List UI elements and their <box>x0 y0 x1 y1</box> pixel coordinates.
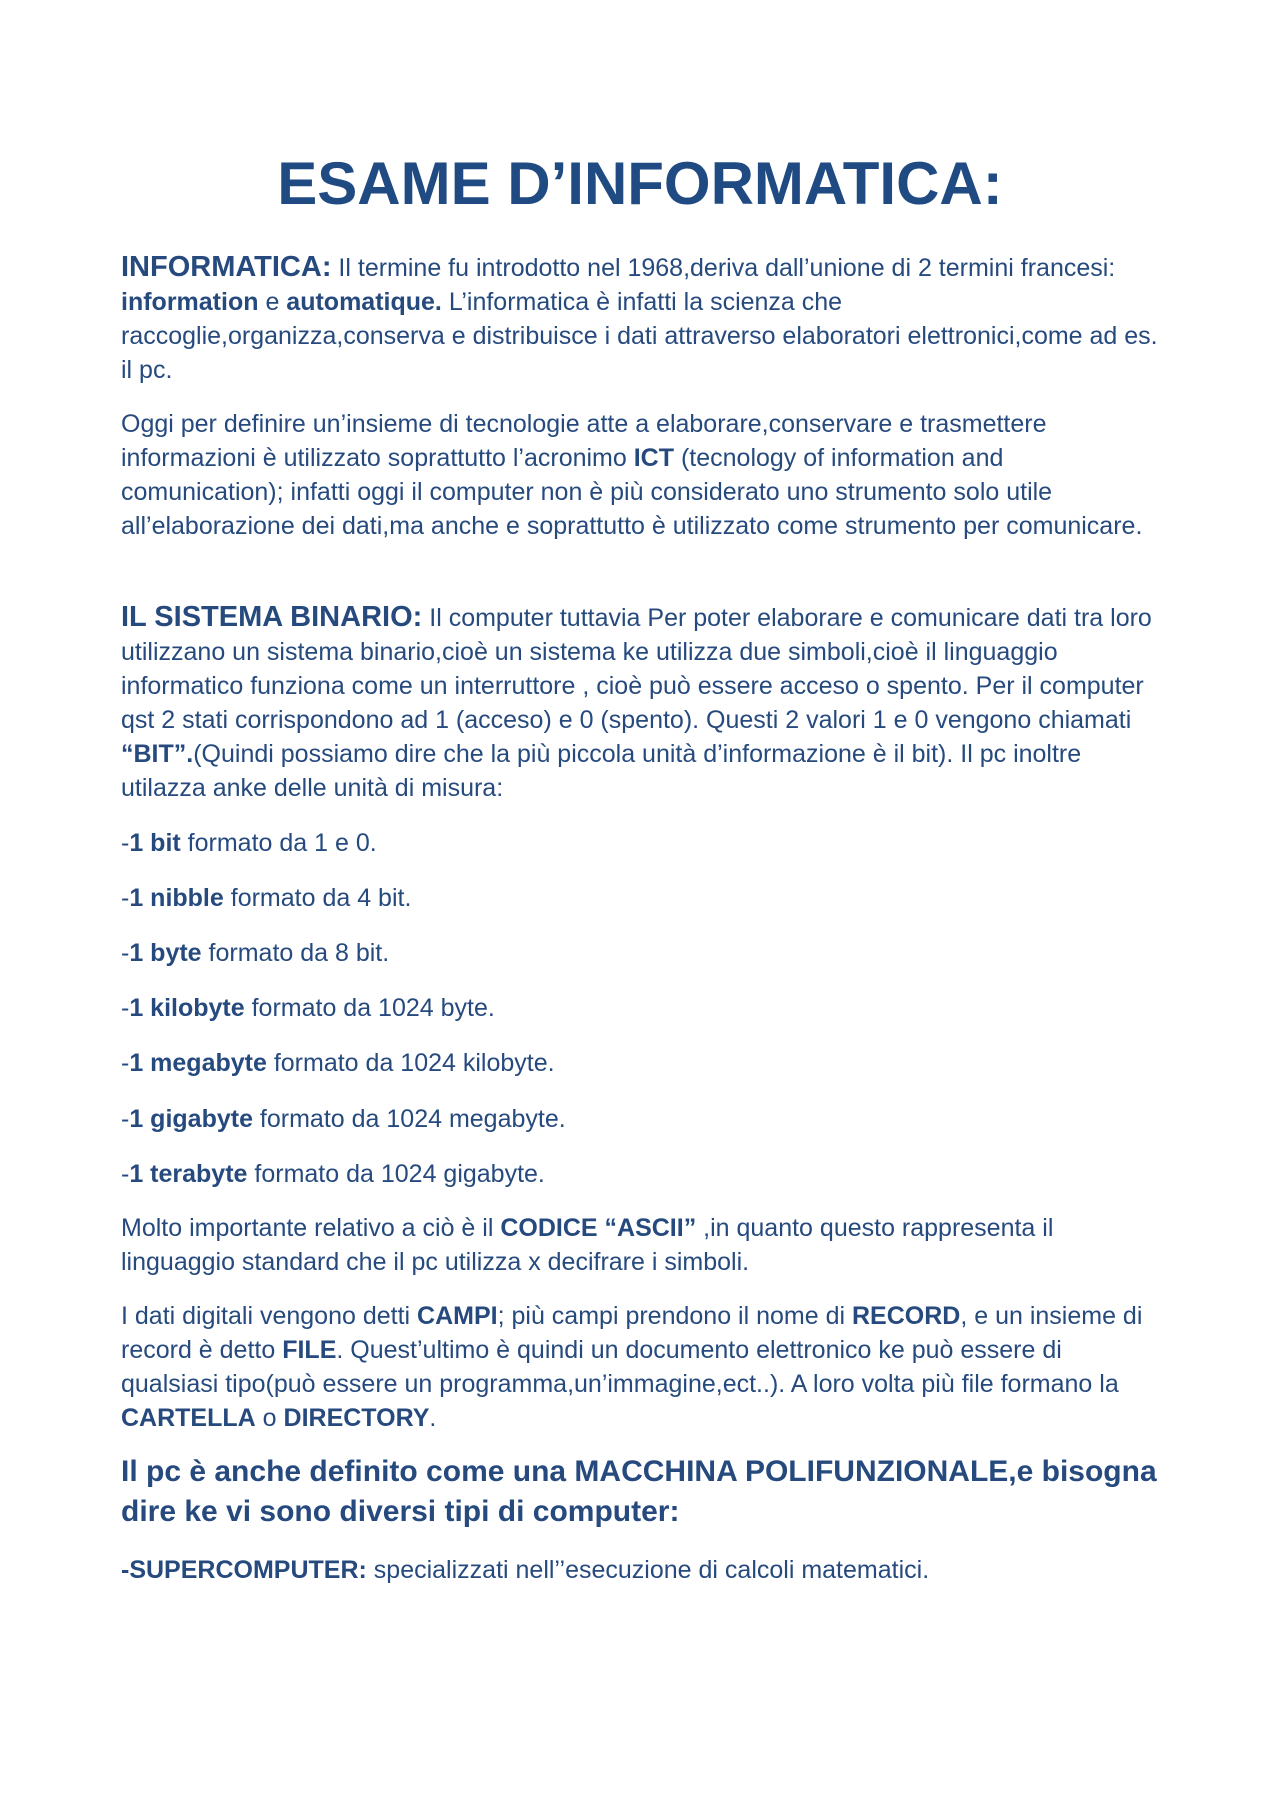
text: specializzati nell’’esecuzione di calcoli matematici. <box>366 1556 930 1584</box>
bold-term: RECORD <box>851 1302 961 1330</box>
text: e <box>258 288 287 316</box>
unit-desc: formato da 8 bit. <box>201 939 390 967</box>
unit-name: 1 gigabyte <box>129 1105 253 1133</box>
bold-term: automatique. <box>286 288 442 316</box>
paragraph-campi <box>121 1299 1166 1435</box>
lead-sistema-binario: IL SISTEMA BINARIO: <box>121 601 423 633</box>
bold-term: -SUPERCOMPUTER: <box>121 1556 367 1584</box>
text: (Quindi possiamo dire che la più piccola unità d’informazione è il bit). Il pc inoltre utilazza anke delle unità di misura: <box>121 740 1082 802</box>
text: ,in quanto questo rappresenta il linguaggio standard che il pc utilizza x decifrare i simboli. <box>121 1214 1054 1276</box>
text: . <box>429 1404 437 1432</box>
text: L’informatica è infatti la scienza che raccoglie,organizza,conserva e distribuisce i dati attraverso elaboratori elettronici,come ad es. il pc. <box>121 288 1158 384</box>
dash: - <box>121 884 130 912</box>
bold-term: FILE <box>282 1336 337 1364</box>
bold-term: CODICE “ASCII” <box>500 1214 697 1242</box>
text: , e un insieme di record è detto <box>121 1302 1143 1364</box>
unit-name: 1 kilobyte <box>129 994 245 1022</box>
unit-item <box>121 1102 1166 1136</box>
unit-desc: formato da 1024 kilobyte. <box>266 1049 555 1077</box>
page-title: ESAME D’INFORMATICA: <box>277 150 1003 217</box>
unit-item <box>121 991 1166 1025</box>
unit-item <box>121 881 1166 915</box>
bold-term: “BIT”. <box>121 740 194 768</box>
text: . Quest’ultimo è quindi un documento elettronico ke può essere di qualsiasi tipo(può essere un programma,un’immagine,ect..). A loro volta più file formano la <box>121 1336 1119 1398</box>
unit-name: 1 byte <box>129 939 202 967</box>
unit-name: 1 terabyte <box>129 1160 248 1188</box>
text: o <box>255 1404 284 1432</box>
text: (tecnology of information and comunication); infatti oggi il computer non è più considerato uno strumento solo utile all’elaborazione dei dati,ma anche e soprattutto è utilizzato come strumento per comunicare. <box>121 444 1143 540</box>
bold-term: DIRECTORY <box>283 1404 430 1432</box>
paragraph-sistema-binario <box>121 600 1166 805</box>
dash: - <box>121 829 130 857</box>
text: I dati digitali vengono detti <box>121 1302 418 1330</box>
text: Il termine fu introdotto nel 1968,deriva dall’unione di 2 termini francesi: <box>331 254 1116 282</box>
lead-informatica: INFORMATICA: <box>121 251 332 283</box>
section-heading-macchina: Il pc è anche definito come una MACCHINA POLIFUNZIONALE,e bisogna dire ke vi sono diversi tipi di computer: <box>121 1455 1157 1528</box>
unit-item <box>121 1157 1166 1191</box>
unit-name: 1 megabyte <box>129 1049 267 1077</box>
bold-term: ICT <box>633 444 675 472</box>
dash: - <box>121 1049 130 1077</box>
bold-term: information <box>121 288 259 316</box>
unit-desc: formato da 4 bit. <box>223 884 412 912</box>
unit-item <box>121 1046 1166 1080</box>
unit-item <box>121 826 1166 860</box>
dash: - <box>121 939 130 967</box>
unit-desc: formato da 1024 megabyte. <box>252 1105 566 1133</box>
bold-term: CARTELLA <box>121 1404 256 1432</box>
text: Il computer tuttavia Per poter elaborare e comunicare dati tra loro utilizzano un sistema binario,cioè un sistema ke utilizza due simboli,cioè il linguaggio informatico funziona come un interruttore , cioè può essere acceso o spento. Per il computer qst 2 stati corrispondono ad 1 (acceso) e 0 (spento). Questi 2 valori 1 e 0 vengono chiamati <box>121 604 1152 734</box>
dash: - <box>121 994 130 1022</box>
dash: - <box>121 1160 130 1188</box>
paragraph-ict <box>121 407 1166 543</box>
dash: - <box>121 1105 130 1133</box>
paragraph-ascii <box>121 1211 1166 1279</box>
text: ; più campi prendono il nome di <box>497 1302 852 1330</box>
unit-desc: formato da 1 e 0. <box>180 829 377 857</box>
unit-name: 1 nibble <box>129 884 224 912</box>
paragraph-supercomputer <box>121 1553 1166 1587</box>
unit-item <box>121 936 1166 970</box>
paragraph-informatica <box>121 250 1166 387</box>
text: Molto importante relativo a ciò è il <box>121 1214 501 1242</box>
text: Oggi per definire un’insieme di tecnologie atte a elaborare,conservare e trasmettere informazioni è utilizzato soprattutto l’acronimo <box>121 410 1047 472</box>
bold-term: CAMPI <box>417 1302 498 1330</box>
unit-desc: formato da 1024 byte. <box>244 994 495 1022</box>
unit-name: 1 bit <box>129 829 181 857</box>
unit-desc: formato da 1024 gigabyte. <box>247 1160 545 1188</box>
